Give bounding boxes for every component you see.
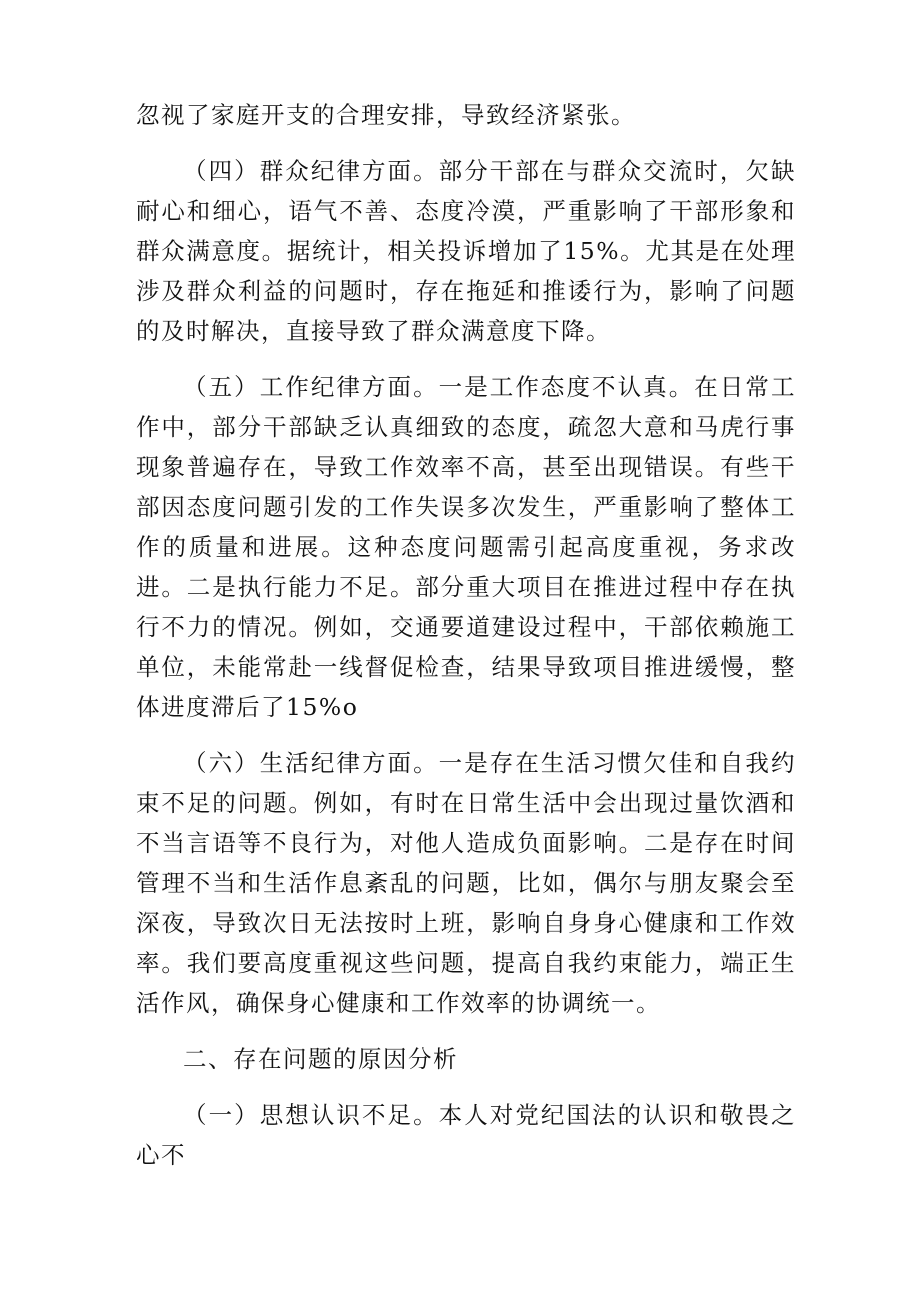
section-heading-cause-analysis: 二、存在问题的原因分析: [183, 1045, 458, 1073]
paragraph-life-discipline: （六）生活纪律方面。一是存在生活习惯欠佳和自我约束不足的问题。例如，有时在日常生活中会出现过量饮酒和不当言语等不良行为，对他人造成负面影响。二是存在时间管理不当和生活作息紊乱的问题，比如，偶尔与朋友聚会至深夜，导致次日无法按时上班，影响自身身心健康和工作效率。我们要高度重视这些问题，提高自我约束能力，端正生活作风，确保身心健康和工作效率的协调统一。: [136, 749, 796, 1017]
document-body: [136, 95, 796, 1175]
paragraph-household-expenses: 忽视了家庭开支的合理安排，导致经济紧张。: [136, 101, 636, 129]
paragraph-mass-discipline: （四）群众纪律方面。部分干部在与群众交流时，欠缺耐心和细心，语气不善、态度冷漠，严重影响了干部形象和群众满意度。据统计，相关投诉增加了15%。尤其是在处理涉及群众利益的问题时，存在拖延和推诿行为，影响了问题的及时解决，直接导致了群众满意度下降。: [136, 157, 796, 345]
paragraph-work-discipline: （五）工作纪律方面。一是工作态度不认真。在日常工作中，部分干部缺乏认真细致的态度，疏忽大意和马虎行事现象普遍存在，导致工作效率不高，甚至出现错误。有些干部因态度问题引发的工作失误多次发生，严重影响了整体工作的质量和进展。这种态度问题需引起高度重视，务求改进。二是执行能力不足。部分重大项目在推进过程中存在执行不力的情况。例如，交通要道建设过程中，干部依赖施工单位，未能常赴一线督促检查，结果导致项目推进缓慢，整体进度滞后了15%o: [136, 373, 796, 721]
paragraph-ideological-awareness: （一）思想认识不足。本人对党纪国法的认识和敬畏之心不: [136, 1101, 796, 1169]
